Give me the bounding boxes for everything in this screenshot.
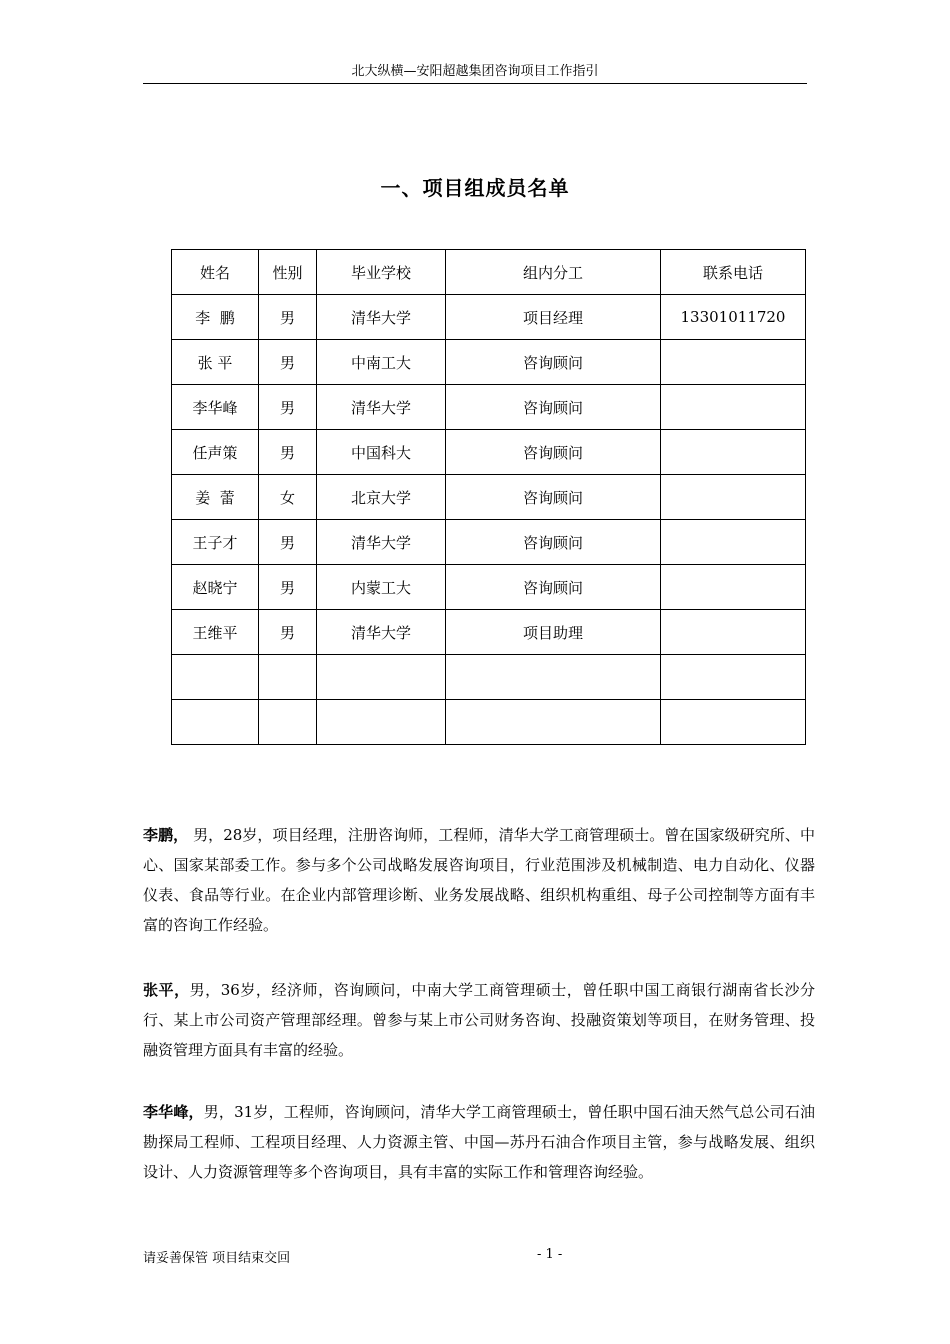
table-header-row <box>172 250 806 295</box>
cell-role <box>446 655 661 700</box>
cell-role: 咨询顾问 <box>446 340 661 385</box>
cell-name: 赵晓宁 <box>172 565 259 610</box>
cell-role: 项目助理 <box>446 610 661 655</box>
cell-phone <box>661 520 806 565</box>
bio-paragraph <box>143 820 815 940</box>
cell-phone: 13301011720 <box>661 295 806 340</box>
table-row <box>172 610 806 655</box>
cell-school: 中南工大 <box>317 340 446 385</box>
cell-role: 咨询顾问 <box>446 565 661 610</box>
cell-role: 项目经理 <box>446 295 661 340</box>
cell-name <box>172 655 259 700</box>
cell-gender <box>259 655 317 700</box>
cell-school: 北京大学 <box>317 475 446 520</box>
cell-school: 清华大学 <box>317 385 446 430</box>
cell-gender: 男 <box>259 295 317 340</box>
table-row <box>172 475 806 520</box>
cell-gender: 男 <box>259 610 317 655</box>
section-title: 一、项目组成员名单 <box>380 176 570 200</box>
cell-role: 咨询顾问 <box>446 475 661 520</box>
cell-phone <box>661 700 806 745</box>
cell-school: 内蒙工大 <box>317 565 446 610</box>
table-row <box>172 655 806 700</box>
cell-gender: 男 <box>259 520 317 565</box>
page-number: - 1 - <box>537 1247 563 1262</box>
table-row <box>172 295 806 340</box>
cell-gender: 男 <box>259 340 317 385</box>
cell-school: 中国科大 <box>317 430 446 475</box>
footer-note: 请妥善保管 项目结束交回 <box>143 1251 291 1266</box>
cell-name: 张 平 <box>172 340 259 385</box>
bio-name: 李华峰， <box>143 1103 204 1121</box>
table-row <box>172 565 806 610</box>
page-header: 北大纵横—安阳超越集团咨询项目工作指引 <box>143 62 807 84</box>
table-row <box>172 700 806 745</box>
cell-name <box>172 700 259 745</box>
header-phone: 联系电话 <box>661 250 806 295</box>
cell-gender <box>259 700 317 745</box>
cell-school <box>317 655 446 700</box>
cell-phone <box>661 655 806 700</box>
cell-role: 咨询顾问 <box>446 385 661 430</box>
table-row <box>172 520 806 565</box>
cell-phone <box>661 385 806 430</box>
cell-phone <box>661 430 806 475</box>
header-school: 毕业学校 <box>317 250 446 295</box>
bio-text: 男，31岁，工程师，咨询顾问，清华大学工商管理硕士，曾任职中国石油天然气总公司石油勘探局工程师、工程项目经理、人力资源主管、中国—苏丹石油合作项目主管，参与战略发展、组织设计、人力资源管理等多个咨询项目，具有丰富的实际工作和管理咨询经验。 <box>143 1103 815 1181</box>
cell-role: 咨询顾问 <box>446 430 661 475</box>
cell-role <box>446 700 661 745</box>
cell-school: 清华大学 <box>317 295 446 340</box>
cell-name: 李 鹏 <box>172 295 259 340</box>
bio-text: 男，36岁，经济师，咨询顾问，中南大学工商管理硕士，曾任职中国工商银行湖南省长沙分行、某上市公司资产管理部经理。曾参与某上市公司财务咨询、投融资策划等项目，在财务管理、投融资管理方面具有丰富的经验。 <box>143 981 815 1059</box>
cell-phone <box>661 475 806 520</box>
bio-name: 张平， <box>143 981 190 999</box>
header-gender: 性别 <box>259 250 317 295</box>
cell-phone <box>661 610 806 655</box>
cell-name: 李华峰 <box>172 385 259 430</box>
cell-phone <box>661 340 806 385</box>
cell-name: 王维平 <box>172 610 259 655</box>
table-row <box>172 430 806 475</box>
cell-gender: 男 <box>259 385 317 430</box>
cell-school: 清华大学 <box>317 520 446 565</box>
header-name: 姓名 <box>172 250 259 295</box>
cell-name: 姜 蕾 <box>172 475 259 520</box>
cell-phone <box>661 565 806 610</box>
cell-gender: 男 <box>259 430 317 475</box>
members-table <box>171 249 806 745</box>
bio-text: 男，28岁，项目经理，注册咨询师，工程师，清华大学工商管理硕士。曾在国家级研究所、中心、国家某部委工作。参与多个公司战略发展咨询项目，行业范围涉及机械制造、电力自动化、仪器仪表、食品等行业。在企业内部管理诊断、业务发展战略、组织机构重组、母子公司控制等方面有丰富的咨询工作经验。 <box>143 826 815 934</box>
cell-gender: 女 <box>259 475 317 520</box>
bio-paragraph <box>143 1097 815 1187</box>
cell-school: 清华大学 <box>317 610 446 655</box>
table-row <box>172 385 806 430</box>
cell-gender: 男 <box>259 565 317 610</box>
bio-paragraph <box>143 975 815 1065</box>
bio-name: 李鹏， <box>143 826 189 844</box>
cell-name: 王子才 <box>172 520 259 565</box>
cell-name: 任声策 <box>172 430 259 475</box>
cell-school <box>317 700 446 745</box>
table-row <box>172 340 806 385</box>
cell-role: 咨询顾问 <box>446 520 661 565</box>
header-role: 组内分工 <box>446 250 661 295</box>
